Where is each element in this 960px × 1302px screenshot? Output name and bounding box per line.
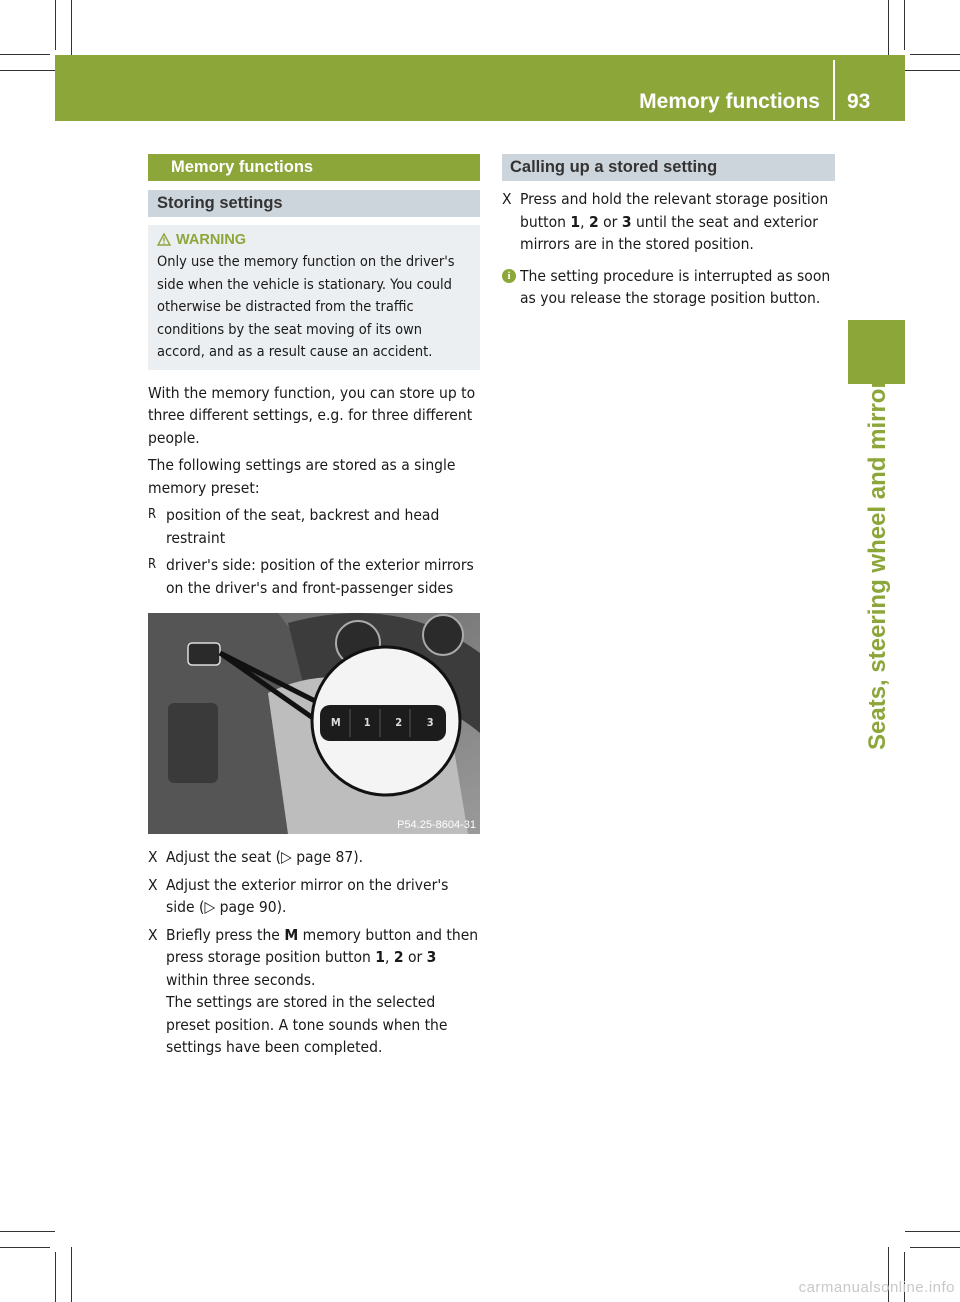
- step-key: 3: [621, 212, 632, 231]
- crop-mark: [0, 1231, 55, 1232]
- list-item-text: position of the seat, backrest and head restraint: [166, 506, 440, 547]
- left-column: [148, 154, 480, 599]
- settings-paragraph: The following settings are stored as a single memory preset:: [148, 456, 456, 497]
- subsection-heading: Calling up a stored setting: [502, 154, 835, 181]
- step-arrow-icon: X: [502, 190, 512, 208]
- page-number: 93: [847, 90, 871, 113]
- step-key: 1: [570, 212, 581, 231]
- step-text: or: [403, 948, 427, 966]
- crop-mark: [910, 1247, 960, 1248]
- step-text: until the seat and exterior mirrors are in the stored position.: [520, 212, 818, 253]
- info-text: The setting procedure is interrupted as soon as you release the storage position button.: [520, 266, 831, 307]
- step-text: Adjust the exterior mirror on the driver's side (: [166, 875, 449, 916]
- step-ref: page 90).: [219, 898, 287, 916]
- step-item: [148, 874, 480, 919]
- page-ref-icon: ▷: [204, 898, 220, 916]
- crop-mark: [0, 54, 50, 55]
- position-button-1: 1: [363, 716, 371, 729]
- step-text: or: [598, 212, 622, 231]
- bullet-icon: R: [148, 507, 157, 522]
- list-item: [148, 504, 480, 549]
- step-ref: page 87).: [296, 848, 364, 866]
- step-arrow-icon: X: [148, 875, 158, 894]
- step-arrow-icon: X: [148, 848, 158, 866]
- step-key: 2: [393, 948, 404, 966]
- page-ref-icon: ▷: [281, 848, 297, 866]
- memory-buttons-figure: [148, 613, 480, 834]
- crop-mark: [71, 1247, 72, 1302]
- warning-triangle-icon: [157, 233, 171, 246]
- crop-mark: [0, 70, 55, 71]
- crop-mark: [0, 1247, 50, 1248]
- step-arrow-icon: X: [148, 925, 158, 944]
- warning-title: [157, 229, 471, 251]
- step-text: ,: [580, 212, 589, 231]
- list-item-text: driver's side: position of the exterior mirrors on the driver's and front-passenger sides: [166, 556, 474, 597]
- list-item: [148, 554, 480, 599]
- position-button-3: 3: [426, 716, 434, 729]
- memory-button-m: M: [330, 716, 341, 729]
- crop-mark: [905, 1231, 960, 1232]
- step-key: M: [284, 925, 299, 944]
- warning-text: Only use the memory function on the driver's side when the vehicle is stationary. You could otherwise be distracted from the traffic conditions by the seat moving of its own accord, and as a result cause an accident.: [157, 254, 455, 360]
- crop-mark: [71, 0, 72, 55]
- crop-mark: [888, 0, 889, 55]
- step-text: within three seconds.: [166, 970, 316, 989]
- step-key: 2: [588, 212, 599, 231]
- watermark: carmanualsonline.info: [798, 1279, 955, 1296]
- step-result: The settings are stored in the selected preset position. A tone sounds when the settings have been completed.: [166, 993, 448, 1056]
- steps-block: [148, 846, 480, 1059]
- subsection-heading: Storing settings: [148, 190, 480, 217]
- warning-box: [148, 225, 480, 370]
- crop-mark: [905, 70, 960, 71]
- step-key: 1: [375, 948, 385, 966]
- chapter-label: Seats, steering wheel and mirrors: [864, 365, 891, 750]
- crop-mark: [55, 0, 56, 50]
- step-text: Adjust the seat (: [166, 848, 282, 866]
- step-text: ,: [384, 948, 394, 966]
- intro-paragraph: With the memory function, you can store up to three different settings, e.g. for three different people.: [148, 383, 476, 447]
- crop-mark: [904, 0, 905, 50]
- memory-button-row: [320, 705, 446, 741]
- bullet-icon: R: [148, 557, 157, 572]
- header-separator: [833, 60, 835, 120]
- right-column: [502, 154, 835, 310]
- figure-label: P54.25-8604-31: [397, 819, 476, 831]
- step-item: [502, 188, 835, 256]
- step-item: [148, 846, 480, 869]
- warning-label: WARNING: [176, 232, 247, 248]
- position-button-2: 2: [395, 716, 403, 729]
- section-heading: Memory functions: [148, 154, 480, 181]
- info-icon: i: [502, 269, 516, 283]
- step-item: [148, 924, 480, 1059]
- crop-mark: [55, 1252, 56, 1302]
- header-title: Memory functions: [639, 90, 820, 113]
- step-key: 3: [426, 948, 437, 966]
- step-text: Briefly press the: [166, 925, 285, 944]
- step-text: memory button and then press storage position button: [166, 925, 479, 966]
- crop-mark: [910, 54, 960, 55]
- info-note: [502, 265, 835, 310]
- step-text: Press and hold the relevant storage position button: [520, 190, 829, 231]
